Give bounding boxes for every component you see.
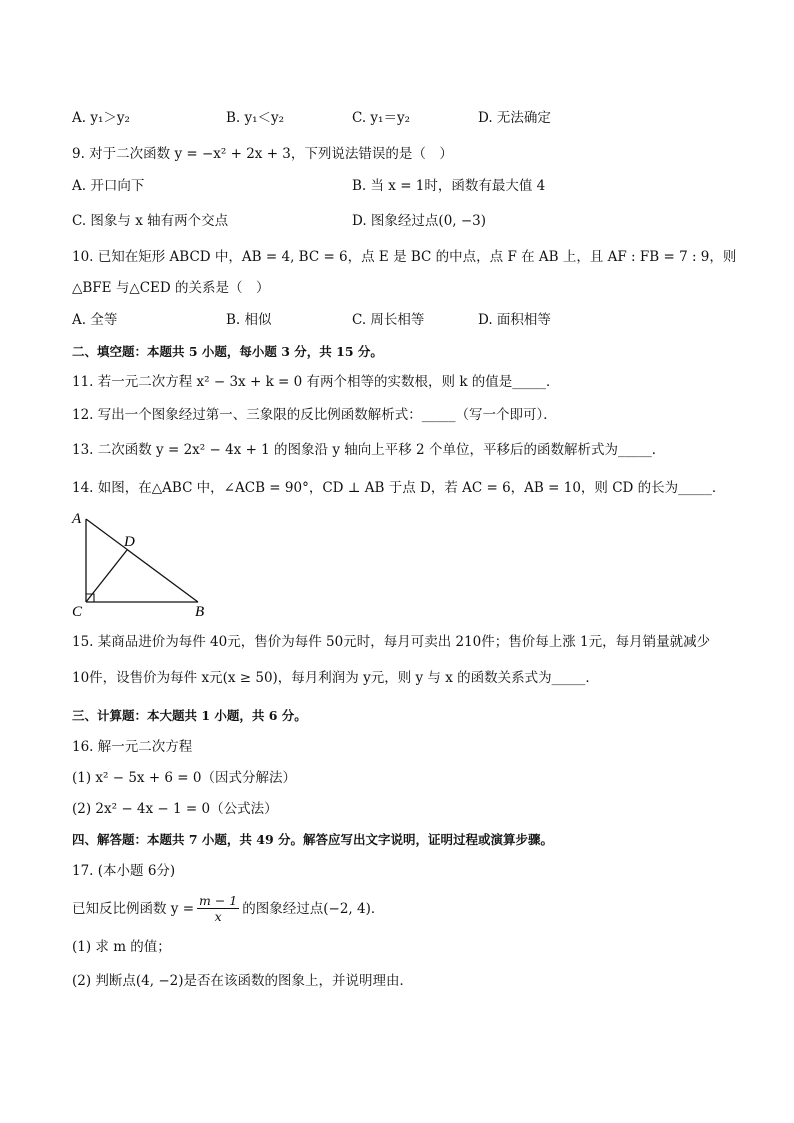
q16-stem: 16. 解一元二次方程 [72,739,193,755]
q8-option-a: A. y₁＞y₂ [72,110,130,126]
label-C: C [72,604,83,620]
q10-option-d: D. 面积相等 [478,312,551,328]
q13-stem: 13. 二次函数 y = 2x² − 4x + 1 的图象沿 y 轴向上平移 2 个单位，平移后的函数解析式为_____． [72,442,666,458]
q11-stem: 11. 若一元二次方程 x² − 3x + k = 0 有两个相等的实数根，则 k 的值是_____． [72,374,560,390]
q8-option-b: B. y₁＜y₂ [226,110,285,126]
q10-option-c: C. 周长相等 [352,312,425,328]
q10-stem-line1: 10. 已知在矩形 ABCD 中，AB = 4, BC = 6，点 E 是 BC 的中点，点 F 在 AB 上，且 AF : FB = 7 : 9，则 [72,249,737,265]
q12-stem: 12. 写出一个图象经过第一、三象限的反比例函数解析式：_____（写一个即可）． [72,407,557,423]
q9-option-b: B. 当 x = 1时，函数有最大值 4 [352,178,546,194]
q10-option-a: A. 全等 [72,312,118,328]
q15-line1: 15. 某商品进价为每件 40元，售价为每件 50元时，每月可卖出 210件；售价每上涨 1元，每月销量就减少 [72,634,711,650]
q10-stem-line2: △BFE 与△CED 的关系是（ ） [72,280,270,296]
q16-part1: (1) x² − 5x + 6 = 0（因式分解法） [72,770,297,786]
section-4-heading: 四、解答题：本题共 7 小题，共 49 分。解答应写出文字说明，证明过程或演算步骤。 [72,832,554,847]
q17-heading: 17. (本小题 6分) [72,863,176,879]
q9-option-c: C. 图象与 x 轴有两个交点 [72,213,229,229]
q17-part1: (1) 求 m 的值； [72,939,171,955]
q15-line2: 10件，设售价为每件 x元(x ≥ 50)，每月利润为 y元，则 y 与 x 的函数关系式为_____． [72,670,599,686]
q16-part2: (2) 2x² − 4x − 1 = 0（公式法） [72,801,278,817]
section-3-heading: 三、计算题：本大题共 1 小题，共 6 分。 [72,708,307,723]
label-A: A [72,511,82,527]
q17-stem [72,893,384,924]
q17-stem-post: 的图象经过点(−2, 4)． [242,900,385,917]
label-D: D [124,534,135,550]
q17-fraction-numerator: m − 1 [199,893,238,908]
section-2-heading: 二、填空题：本题共 5 小题，每小题 3 分，共 15 分。 [72,344,383,359]
q17-fraction-denominator: x [214,909,222,924]
q8-option-c: C. y₁＝y₂ [352,110,411,126]
q17-stem-pre: 已知反比例函数 y = [72,900,195,917]
q17-part2: (2) 判断点(4, −2)是否在该函数的图象上，并说明理由． [72,973,414,989]
q8-option-d: D. 无法确定 [478,110,551,126]
triangle-figure [60,505,220,620]
q10-option-b: B. 相似 [226,312,272,328]
label-B: B [195,604,205,620]
q9-stem: 9. 对于二次函数 y = −x² + 2x + 3，下列说法错误的是（ ） [72,146,453,162]
q9-option-a: A. 开口向下 [72,178,145,194]
q14-stem: 14. 如图，在△ABC 中，∠ACB = 90°，CD ⊥ AB 于点 D，若 AC = 6，AB = 10，则 CD 的长为_____． [72,480,726,496]
q17-fraction [197,893,239,924]
q9-option-d: D. 图象经过点(0, −3) [352,213,487,229]
